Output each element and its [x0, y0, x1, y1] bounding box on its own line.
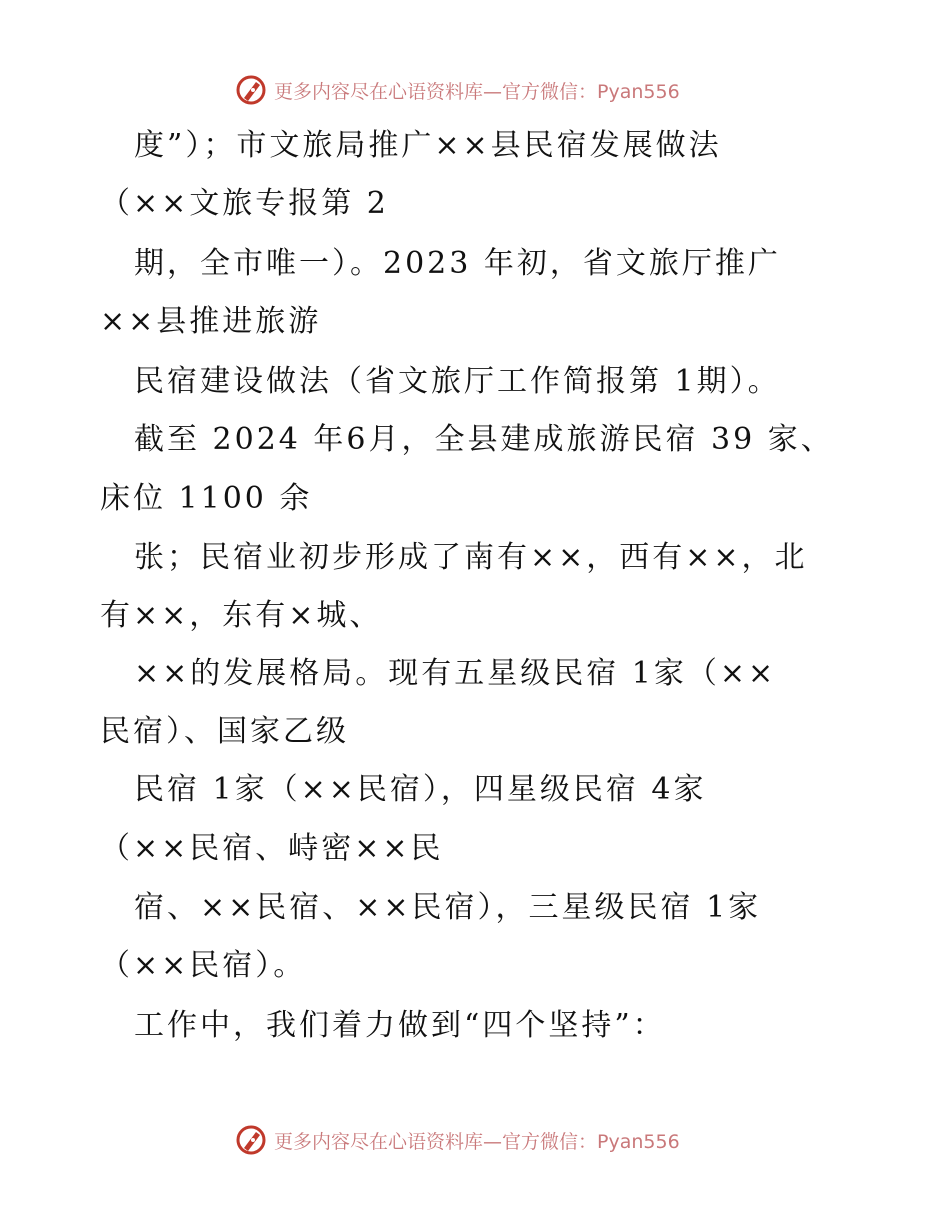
text-line: 民宿建设做法（省文旅厅工作简报第 1期）。: [134, 364, 781, 399]
text-line: 民宿）、国家乙级: [100, 714, 349, 749]
watermark-text: 更多内容尽在心语资料库—官方微信：Pyan556: [274, 80, 680, 103]
text-line: 期，全市唯一）。2023 年初，省文旅厅推广: [134, 246, 781, 281]
text-line: 宿、××民宿、××民宿），三星级民宿 1家: [134, 890, 762, 925]
text-line: 有××，东有×城、: [100, 598, 383, 633]
header-watermark: [234, 72, 680, 108]
footer-watermark: [234, 1122, 680, 1158]
text-line: （××民宿）。: [100, 948, 307, 983]
text-line: ××县推进旅游: [100, 304, 322, 339]
text-line: 截至 2024 年6月，全县建成旅游民宿 39 家、: [134, 422, 834, 457]
text-line: （××民宿、峙密××民: [100, 831, 444, 866]
pen-nib-circle-icon: [234, 1123, 268, 1157]
text-line: ××的发展格局。现有五星级民宿 1家（××: [134, 656, 777, 691]
text-line: 床位 1100 余: [100, 481, 313, 516]
text-line: 工作中，我们着力做到“四个坚持”：: [134, 1008, 666, 1043]
watermark-text: 更多内容尽在心语资料库—官方微信：Pyan556: [274, 1130, 680, 1153]
pen-nib-circle-icon: [234, 73, 268, 107]
text-line: （××文旅专报第 2: [100, 186, 389, 221]
text-line: 度”）；市文旅局推广××县民宿发展做法: [134, 128, 722, 163]
text-line: 民宿 1家（××民宿），四星级民宿 4家: [134, 772, 707, 807]
text-line: 张；民宿业初步形成了南有××，西有××，北: [134, 540, 808, 575]
